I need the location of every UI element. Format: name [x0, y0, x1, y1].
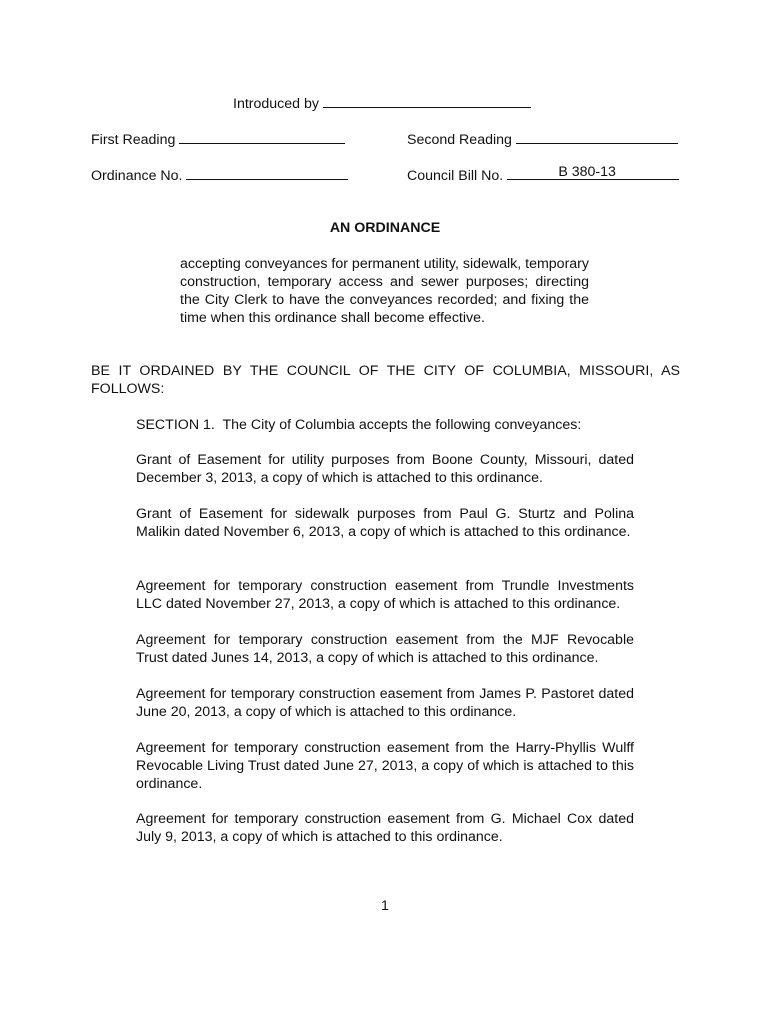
ordinance-no-line — [91, 166, 348, 184]
council-bill-line — [407, 166, 679, 184]
introduced-by-line — [233, 94, 531, 112]
ordinance-summary: accepting conveyances for permanent utility, sidewalk, temporary construction, temporary access and sewer purposes; directing the City Clerk to have the conveyances recorded; and fixing the time when this ordinance shall become effective. — [180, 256, 590, 326]
council-bill-value: B 380-13 — [558, 164, 616, 180]
conveyance-item: Grant of Easement for utility purposes from Boone County, Missouri, dated December 3, 2013, a copy of which is attached to this ordinance. — [136, 452, 634, 486]
conveyance-item: Grant of Easement for sidewalk purposes from Paul G. Sturtz and Polina Malikin dated November 6, 2013, a copy of which is attached to this ordinance. — [136, 506, 634, 540]
conveyance-item: Agreement for temporary construction easement from G. Michael Cox dated July 9, 2013, a copy of which is attached to this ordinance. — [136, 811, 634, 845]
section-1-intro: SECTION 1. The City of Columbia accepts the following conveyances: — [136, 417, 582, 433]
ordinance-no-blank — [186, 166, 348, 180]
conveyance-item: Agreement for temporary construction easement from the Harry-Phyllis Wulff Revocable Living Trust dated June 27, 2013, a copy of which is attached to this ordinance. — [136, 740, 634, 792]
second-reading-blank — [516, 130, 678, 144]
council-bill-blank — [507, 166, 679, 180]
conveyance-item: Agreement for temporary construction easement from the MJF Revocable Trust dated Junes 14, 2013, a copy of which is attached to this ordinance. — [136, 632, 634, 666]
conveyance-item: Agreement for temporary construction easement from James P. Pastoret dated June 20, 2013, a copy of which is attached to this ordinance. — [136, 686, 634, 720]
enacting-clause: BE IT ORDAINED BY THE COUNCIL OF THE CITY OF COLUMBIA, MISSOURI, AS FOLLOWS: — [91, 363, 680, 397]
ordinance-no-label: Ordinance No. — [91, 168, 183, 184]
ordinance-title: AN ORDINANCE — [329, 220, 441, 236]
second-reading-line — [407, 130, 678, 148]
first-reading-line — [91, 130, 345, 148]
conveyance-item: Agreement for temporary construction easement from Trundle Investments LLC dated November 27, 2013, a copy of which is attached to this ordinance. — [136, 578, 634, 612]
first-reading-blank — [179, 130, 345, 144]
introduced-by-label: Introduced by — [233, 96, 319, 112]
council-bill-label: Council Bill No. — [407, 168, 504, 184]
first-reading-label: First Reading — [91, 132, 176, 148]
second-reading-label: Second Reading — [407, 132, 512, 148]
page-number: 1 — [381, 898, 389, 914]
introduced-by-blank — [323, 94, 531, 108]
